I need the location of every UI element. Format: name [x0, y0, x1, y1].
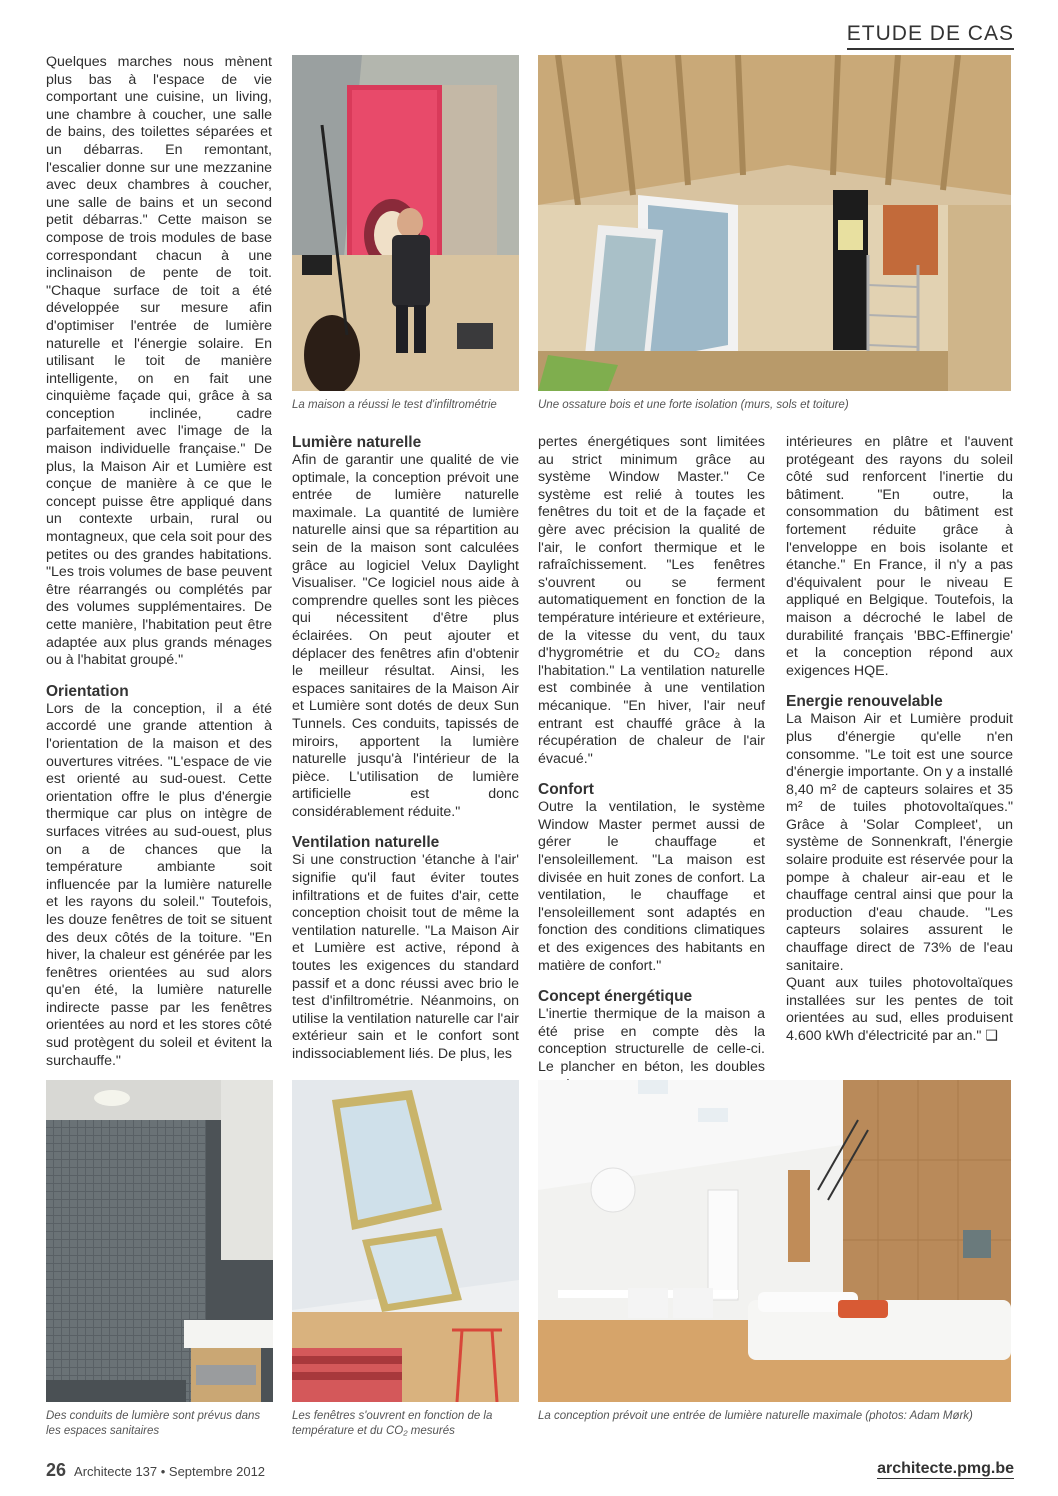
heading-comfort: Confort — [538, 781, 594, 799]
paragraph: Lors de la conception, il a été accordé une grande attention à l'orientation de la maison et des ouvertures vitrées. "L'espace de vie est orienté au sud-ouest. Cette orientation offre le plus d'énergie thermique car plus on intègre de surfaces vitrées au sud-ouest, plus on a de chances que la température ambiante soit influencée par la lumière naturelle et les rayons du soleil." Toutefois, les douze fenêtres de toit se situent des deux côtés de la toiture. "En hiver, la chaleur est générée par les fenêtres orientées au sud alors qu'en été, la lumière naturelle indirecte passe par les fenêtres orientées au nord et les stores côté sud protègent du soleil et évitent la surchauffe." — [46, 700, 272, 1069]
photo-timber-frame-image — [538, 55, 1011, 391]
photo-infiltrometry-test — [292, 55, 519, 391]
photo-timber-frame — [538, 55, 1011, 391]
text-column-4 — [786, 434, 1013, 1046]
footer-website-link[interactable]: architecte.pmg.be — [877, 1460, 1014, 1477]
heading-natural-ventilation: Ventilation naturelle — [292, 834, 440, 852]
paragraph: Quant aux tuiles photovoltaïques installées sur les pentes de toit orientées au sud, elles produisent 4.600 kWh d'électricité par an." ❑ — [786, 975, 1013, 1044]
heading-orientation: Orientation — [46, 682, 129, 700]
text-column-1 — [46, 54, 272, 1070]
paragraph: Si une construction 'étanche à l'air' signifie qu'il faut éviter toutes infiltrations et de fuites d'air, cette conception choisit tout de même la ventilation naturelle. "La Maison Air et Lumière est active, répond à toutes les exigences du standard passif et a donc réussi avec brio le test d'infiltrométrie. Néanmoins, on utilise la ventilation naturelle car l'air extérieur sain et le confort sont indissociablement liés. De plus, les — [292, 852, 519, 1062]
paragraph: La Maison Air et Lumière produit plus d'énergie qu'elle n'en consomme. "Le toit est une source d'énergie importante. On y a installé 8,40 m² de capteurs solaires et 35 m² de tuiles photovoltaïques." Grâce à 'Solar Compleet', un système de Sonnenkraft, l'énergie solaire produite est réservée pour la pompe à chaleur air-eau et le chauffage central ainsi que pour la production d'eau chaude. "Les capteurs solaires assurent le chauffage direct de 73% de l'eau sanitaire. — [786, 711, 1013, 974]
paragraph: intérieures en plâtre et l'auvent protégeant des rayons du soleil côté sud renforcent l'inertie du bâtiment. "En outre, la consommation du bâtiment est fortement réduite grâce à l'enveloppe en bois isolante et étanche." En France, il n'y a pas d'équivalent pour le niveau E appliqué en Belgique. Toutefois, la maison a décroché le label de durabilité français 'BBC-Effinergie' et la conception répond aux exigences HQE. — [786, 434, 1013, 679]
paragraph: pertes énergétiques sont limitées au strict minimum grâce au système Window Master." Ce système est relié à toutes les fenêtres du toit et de la façade et gère avec précision la qualité de l'air, le confort thermique et le rafraîchissement. "Les fenêtres s'ouvrent ou se ferment automatiquement en fonction de la température intérieure et extérieure, de la vitesse du vent, du taux d'hygrométrie et du CO₂ dans l'habitation." La ventilation naturelle est combinée à une ventilation mécanique. "En hiver, l'air neuf entrant est chauffé grâce à la récupération de chaleur de l'air évacué." — [538, 434, 765, 767]
text-column-3 — [538, 434, 765, 1094]
paragraph: Quelques marches nous mènent plus bas à l'espace de vie comportant une cuisine, un living, une chambre à coucher, une salle de bains, des toilettes séparées et un débarras. En remontant, l'escalier donne sur une mezzanine avec deux chambres à coucher, une salle de bains et un second petit débarras." Cette maison se compose de trois modules de base correspondant chacun à une inclinaison de pente de toit. "Chaque surface de toit a été développée sur mesure afin d'optimiser l'entrée de lumière naturelle et l'énergie solaire. En utilisant le toit de manière intelligente, on en fait une cinquième façade qui, grâce à sa conception inclinée, cadre parfaitement avec l'image de la maison individuelle française." De plus, la Maison Air et Lumière est conçue de manière à ce que le concept puisse être appliqué dans un contexte urbain, rural ou montagneux, que cela soit pour des petites ou des grandes habitations. "Les trois volumes de base peuvent être réarrangés ou complétés par des volumes supplémentaires. De cette manière, l'habitation peut être adaptée aux plus grands ménages ou à l'habitat groupé." — [46, 54, 272, 669]
heading-natural-light: Lumière naturelle — [292, 434, 422, 451]
heading-energy-concept: Concept énergétique — [538, 988, 693, 1006]
photo-bathroom-image — [46, 1080, 273, 1402]
photo-roof-window-image — [292, 1080, 519, 1402]
paragraph: Outre la ventilation, le système Window Master permet aussi de gérer le chauffage et l'ensoleillement. "La maison est divisée en huit zones de confort. La ventilation, le chauffage et l'ensoleillement sont adaptés en fonction des conditions climatiques et des exigences des habitants en matière de confort." — [538, 799, 765, 974]
photo-living-space-image — [538, 1080, 1011, 1402]
section-header: ETUDE DE CAS — [847, 22, 1014, 50]
photo-infiltrometry-image — [292, 55, 519, 391]
caption-photo-3: Des conduits de lumière sont prévus dans les espaces sanitaires — [46, 1410, 261, 1437]
page-number: 26 — [46, 1460, 67, 1480]
photo-bathroom — [46, 1080, 273, 1402]
paragraph: Afin de garantir une qualité de vie optimale, la conception prévoit une entrée de lumière naturelle maximale. La quantité de lumière naturelle ainsi que sa répartition au sein de la maison sont calculées grâce au logiciel Velux Daylight Visualiser. "Ce logiciel nous aide à comprendre quelles sont les pièces qui nécessitent d'être plus éclairées. On peut ajouter et déplacer des fenêtres afin d'obtenir le meilleur résultat. Ainsi, les espaces sanitaires de la Maison Air et Lumière sont dotés de deux Sun Tunnels. Ces conduits, tapissés de miroirs, apportent la lumière naturelle jusqu'à l'intérieur de la pièce. L'utilisation de lumière artificielle est donc considérablement réduite." — [292, 452, 519, 820]
text-column-2 — [292, 434, 519, 1064]
caption-photo-4: Les fenêtres s'ouvrent en fonction de la température et du CO₂ mesurés — [292, 1410, 493, 1437]
paragraph: L'inertie thermique de la maison a été prise en compte dès la conception structurelle de celle-ci. Le plancher en béton, les doubles — [538, 1006, 765, 1075]
issue-info: Architecte 137 • Septembre 2012 — [74, 1464, 266, 1479]
heading-renewable-energy: Energie renouvelable — [786, 693, 943, 711]
photo-roof-window — [292, 1080, 519, 1402]
caption-photo-2: Une ossature bois et une forte isolation (murs, sols et toiture) — [538, 399, 849, 411]
photo-living-space — [538, 1080, 1011, 1402]
caption-photo-5: La conception prévoit une entrée de lumière naturelle maximale (photos: Adam Mørk) — [538, 1410, 973, 1422]
caption-photo-1: La maison a réussi le test d'infiltrométrie — [292, 399, 497, 411]
footer-page-info — [46, 1460, 265, 1481]
